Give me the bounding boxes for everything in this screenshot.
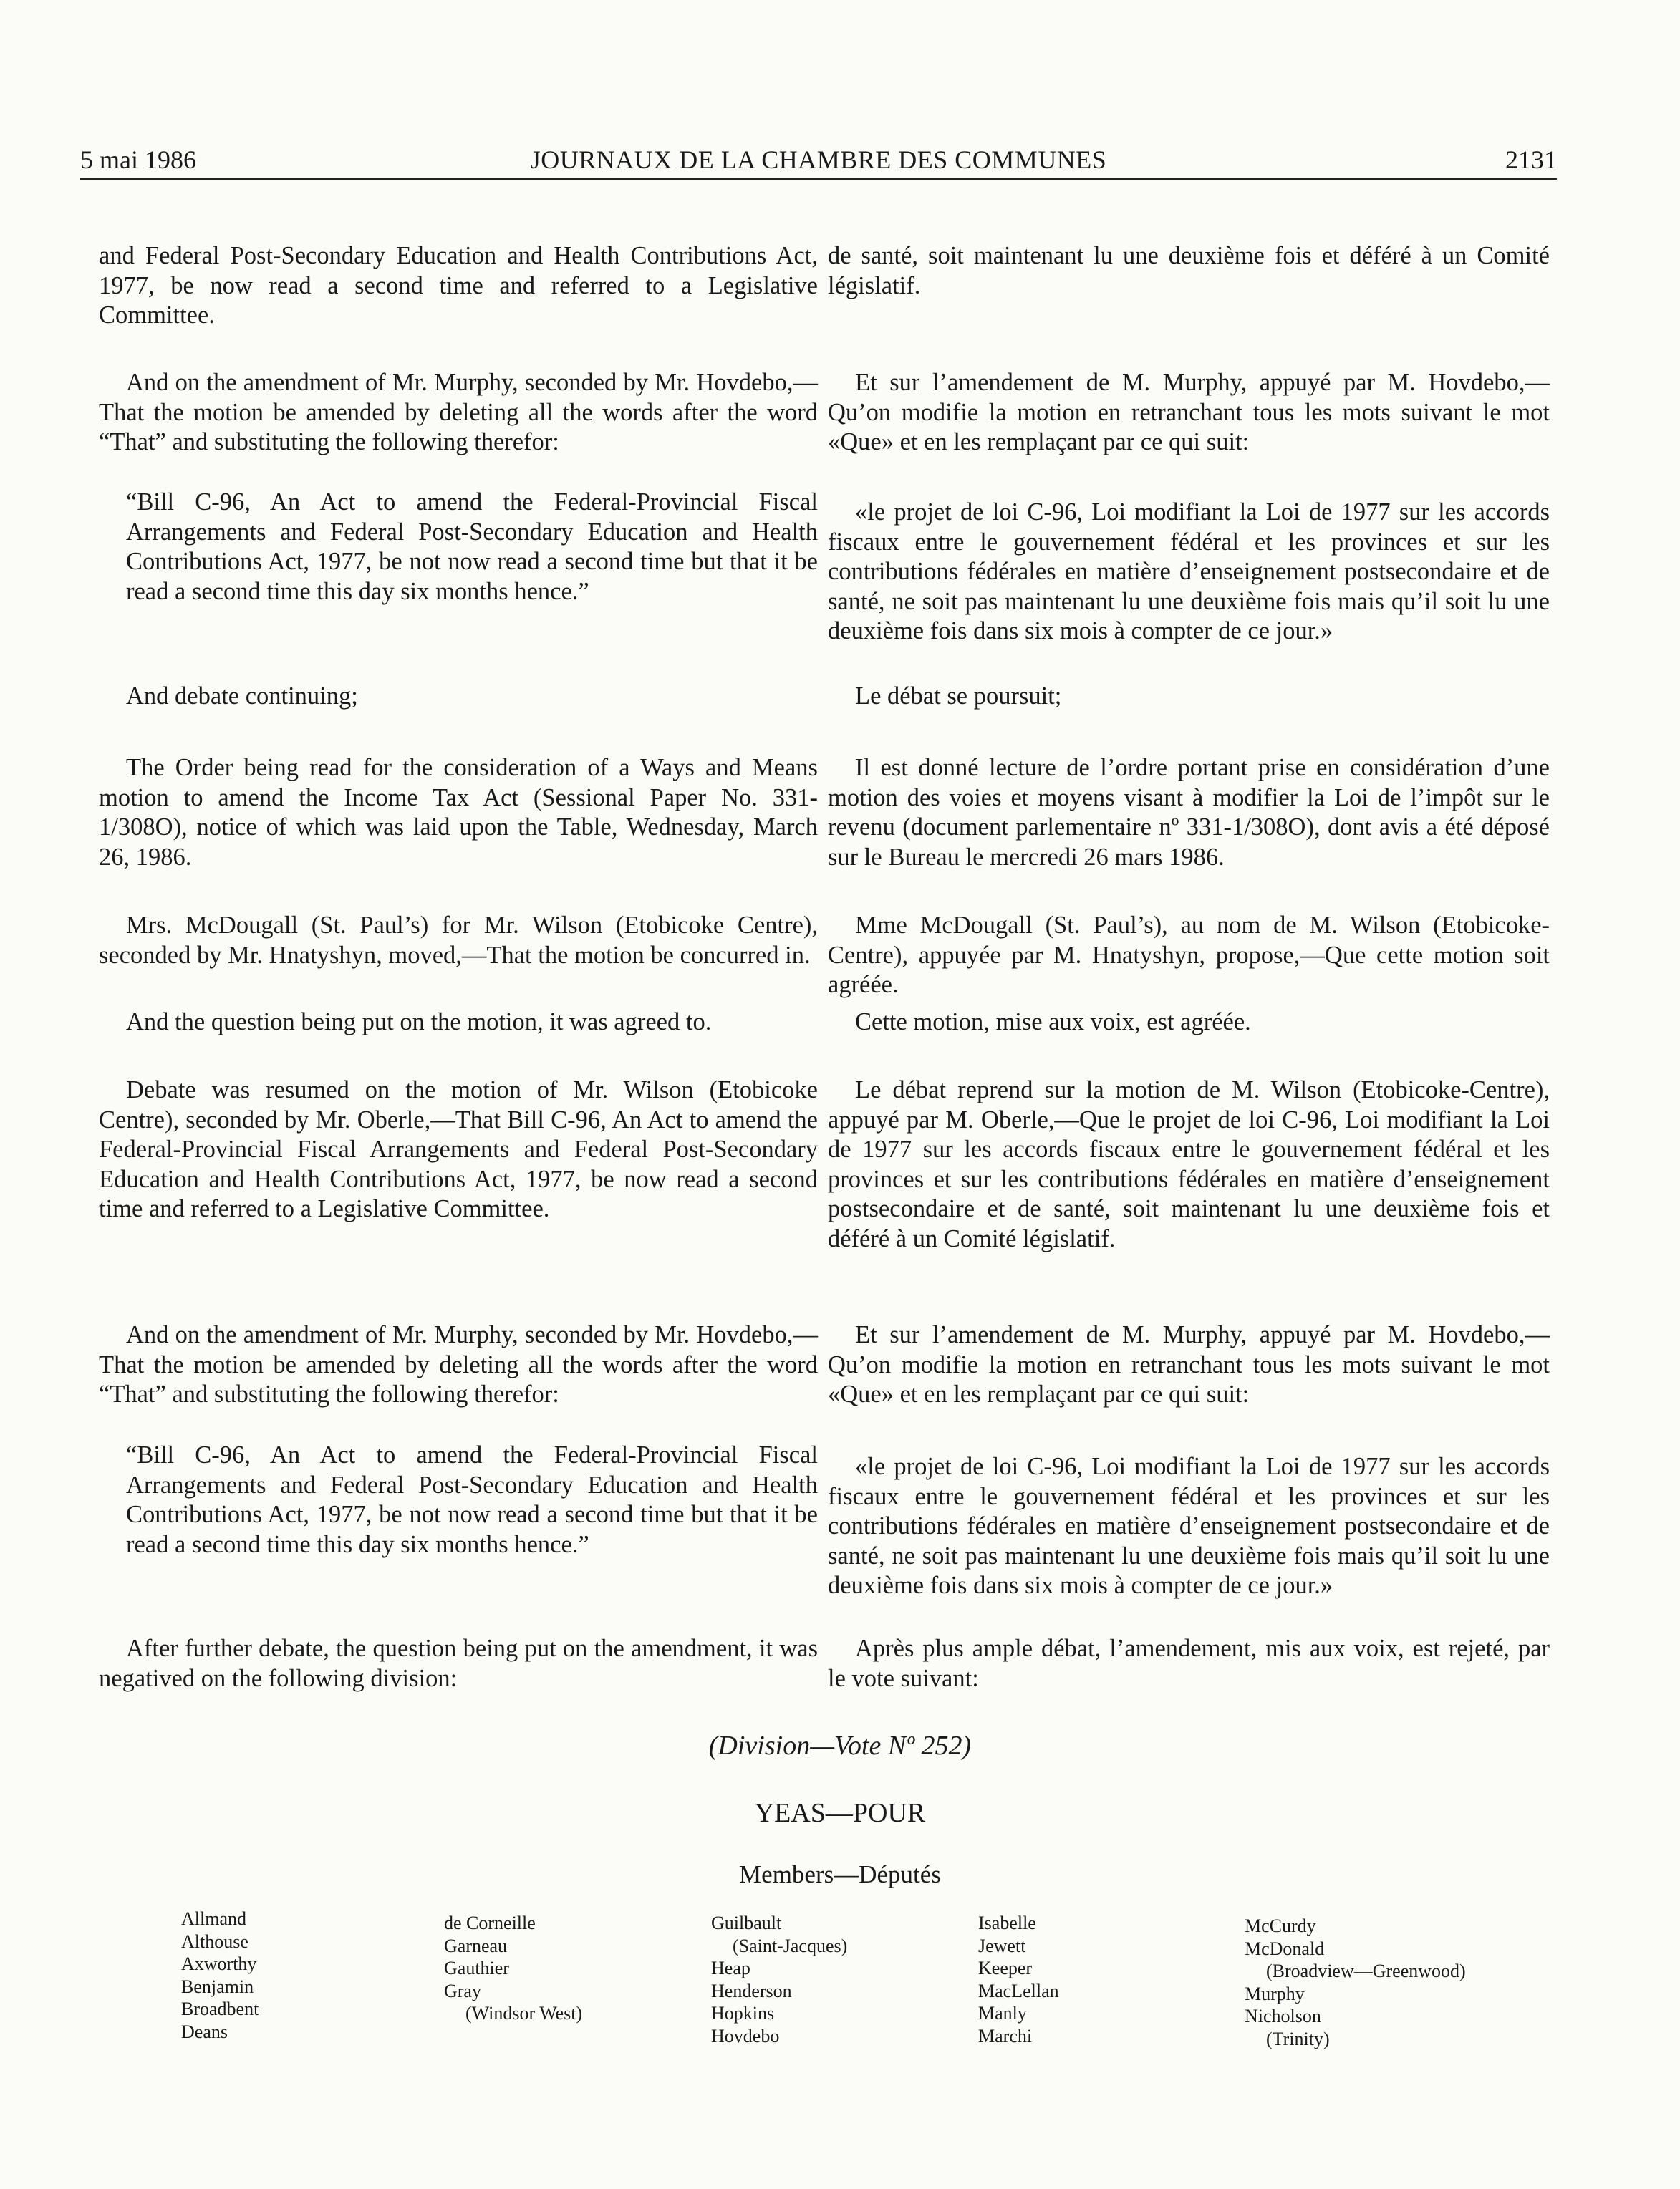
fr-paragraph-9: Et sur l’amendement de M. Murphy, appuyé par M. Hovdebo,—Qu’on modifie la motion en retranchant tous les mots suivant le mot «Que» et en les remplaçant par ce qui suit: bbox=[828, 1321, 1550, 1408]
fr-paragraph-1: de santé, soit maintenant lu une deuxième fois et déféré à un Comité législatif. bbox=[828, 242, 1550, 299]
member-name: McDonald bbox=[1245, 1938, 1325, 1959]
member-name: Isabelle bbox=[978, 1913, 1036, 1933]
en-paragraph-6: Mrs. McDougall (St. Paul’s) for Mr. Wilson (Etobicoke Centre), seconded by Mr. Hnatyshyn, moved,—That the motion be concurred in. bbox=[99, 912, 818, 969]
member-name: Keeper bbox=[978, 1958, 1033, 1978]
member-name: Broadbent bbox=[181, 1999, 259, 2019]
members-column-3 bbox=[711, 1912, 847, 2047]
member-name: Marchi bbox=[978, 2025, 1033, 2047]
fr-quote-2: «le projet de loi C-96, Loi modifiant la Loi de 1977 sur les accords fiscaux entre le gouvernement fédéral et les provinces et sur les contributions fédérales en matière d’enseignement postsecondaire et de santé, ne soit pas maintenant lu une deuxième fois mais qu’il soit lu une deuxième fois dans six mois à compter de ce jour.» bbox=[828, 1453, 1550, 1599]
member-name: Hovdebo bbox=[711, 2025, 780, 2047]
fr-paragraph-8: Le débat reprend sur la motion de M. Wilson (Etobicoke-Centre), appuyé par M. Oberle,—Que le projet de loi C-96, Loi modifiant la Loi de 1977 sur les accords fiscaux entre le gouvernement fédéral et les provinces et sur les contributions fédérales en matière d’enseignement postsecondaire et de santé, soit maintenant lu une deuxième fois et déféré à un Comité législatif. bbox=[828, 1076, 1550, 1252]
en-paragraph-9: And on the amendment of Mr. Murphy, seconded by Mr. Hovdebo,—That the motion be amended by deleting all the words after the word “That” and substituting the following therefor: bbox=[99, 1321, 818, 1408]
fr-paragraph-7: Cette motion, mise aux voix, est agréée. bbox=[855, 1008, 1251, 1035]
member-name: Hopkins bbox=[711, 2003, 775, 2024]
en-quote-1: “Bill C-96, An Act to amend the Federal-Provincial Fiscal Arrangements and Federal Post-Secondary Education and Health Contributions Act, 1977, be not now read a second time but that it be read a second time this day six months hence.” bbox=[126, 488, 818, 605]
member-name: Deans bbox=[181, 2021, 228, 2042]
en-paragraph-2: And on the amendment of Mr. Murphy, seconded by Mr. Hovdebo,—That the motion be amended by deleting all the words after the word “That” and substituting the following therefor: bbox=[99, 369, 818, 455]
member-name: Garneau bbox=[444, 1935, 508, 1956]
fr-quote-1: «le projet de loi C-96, Loi modifiant la Loi de 1977 sur les accords fiscaux entre le gouvernement fédéral et les provinces et sur les contributions fédérales en matière d’enseignement postsecondaire et de santé, ne soit pas maintenant lu une deuxième fois mais qu’il soit lu une deuxième fois dans six mois à compter de ce jour.» bbox=[828, 498, 1550, 644]
members-heading: Members—Députés bbox=[739, 1860, 941, 1888]
members-column-1 bbox=[181, 1908, 259, 2043]
running-header bbox=[80, 145, 1557, 180]
member-name: Axworthy bbox=[181, 1953, 257, 1974]
member-name: Gray bbox=[444, 1980, 481, 2001]
member-name: de Corneille bbox=[444, 1913, 536, 1933]
members-column-2 bbox=[444, 1912, 582, 2025]
member-riding: (Broadview—Greenwood) bbox=[1266, 1961, 1466, 1981]
header-date: 5 mai 1986 bbox=[80, 145, 196, 174]
en-quote-2: “Bill C-96, An Act to amend the Federal-Provincial Fiscal Arrangements and Federal Post-Secondary Education and Health Contributions Act, 1977, be not now read a second time but that it be read a second time this day six months hence.” bbox=[126, 1441, 818, 1558]
member-name: Gauthier bbox=[444, 1958, 509, 1978]
fr-paragraph-11: Après plus ample débat, l’amendement, mis aux voix, est rejeté, par le vote suivant: bbox=[828, 1635, 1550, 1692]
member-name: Manly bbox=[978, 2003, 1027, 2024]
en-paragraph-1: and Federal Post-Secondary Education and Health Contributions Act, 1977, be now read a second time and referred to a Legislative Committee. bbox=[99, 242, 818, 329]
header-title: JOURNAUX DE LA CHAMBRE DES COMMUNES bbox=[530, 145, 1107, 174]
member-name: Althouse bbox=[181, 1931, 248, 1952]
member-name: MacLellan bbox=[978, 1980, 1059, 2001]
fr-paragraph-6: Mme McDougall (St. Paul’s), au nom de M. Wilson (Etobicoke-Centre), appuyée par M. Hnatyshyn, propose,—Que cette motion soit agréée. bbox=[828, 912, 1550, 998]
fr-paragraph-4: Le débat se poursuit; bbox=[855, 682, 1062, 710]
member-name: Heap bbox=[711, 1958, 750, 1978]
en-paragraph-11: After further debate, the question being put on the amendment, it was negatived on the following division: bbox=[99, 1635, 818, 1692]
en-paragraph-7: And the question being put on the motion, it was agreed to. bbox=[126, 1008, 712, 1035]
en-paragraph-5: The Order being read for the consideration of a Ways and Means motion to amend the Income Tax Act (Sessional Paper No. 331-1/308O), notice of which was laid upon the Table, Wednesday, March 26, 1986. bbox=[99, 754, 818, 871]
yeas-heading: YEAS—POUR bbox=[754, 1798, 926, 1828]
members-column-4 bbox=[978, 1912, 1059, 2047]
member-riding: (Trinity) bbox=[1266, 2028, 1330, 2049]
fr-paragraph-2: Et sur l’amendement de M. Murphy, appuyé par M. Hovdebo,—Qu’on modifie la motion en retranchant tous les mots suivant le mot «Que» et en les remplaçant par ce qui suit: bbox=[828, 369, 1550, 455]
members-column-5 bbox=[1245, 1915, 1466, 2050]
member-riding: (Windsor West) bbox=[465, 2003, 583, 2024]
page-number: 2131 bbox=[1505, 145, 1557, 174]
fr-paragraph-5: Il est donné lecture de l’ordre portant prise en considération d’une motion des voies et moyens visant à modifier la Loi de l’impôt sur le revenu (document parlementaire nº 331-1/308O), dont avis a été déposé sur le Bureau le mercredi 26 mars 1986. bbox=[828, 754, 1550, 871]
member-name: Benjamin bbox=[181, 1976, 254, 1997]
member-name: Guilbault bbox=[711, 1913, 782, 1933]
member-name: Nicholson bbox=[1245, 2006, 1321, 2026]
division-label: (Division—Vote Nº 252) bbox=[708, 1731, 972, 1761]
member-riding: (Saint-Jacques) bbox=[733, 1935, 848, 1956]
member-name: Allmand bbox=[181, 1908, 246, 1929]
member-name: Henderson bbox=[711, 1980, 792, 2001]
en-paragraph-8: Debate was resumed on the motion of Mr. Wilson (Etobicoke Centre), seconded by Mr. Oberle,—That Bill C-96, An Act to amend the Federal-Provincial Fiscal Arrangements and Federal Post-Secondary Education and Health Contributions Act, 1977, be now read a second time and referred to a Legislative Committee. bbox=[99, 1076, 818, 1222]
member-name: McCurdy bbox=[1245, 1915, 1316, 1936]
en-paragraph-4: And debate continuing; bbox=[126, 682, 358, 710]
member-name: Jewett bbox=[978, 1935, 1026, 1956]
member-name: Murphy bbox=[1245, 1983, 1305, 2004]
